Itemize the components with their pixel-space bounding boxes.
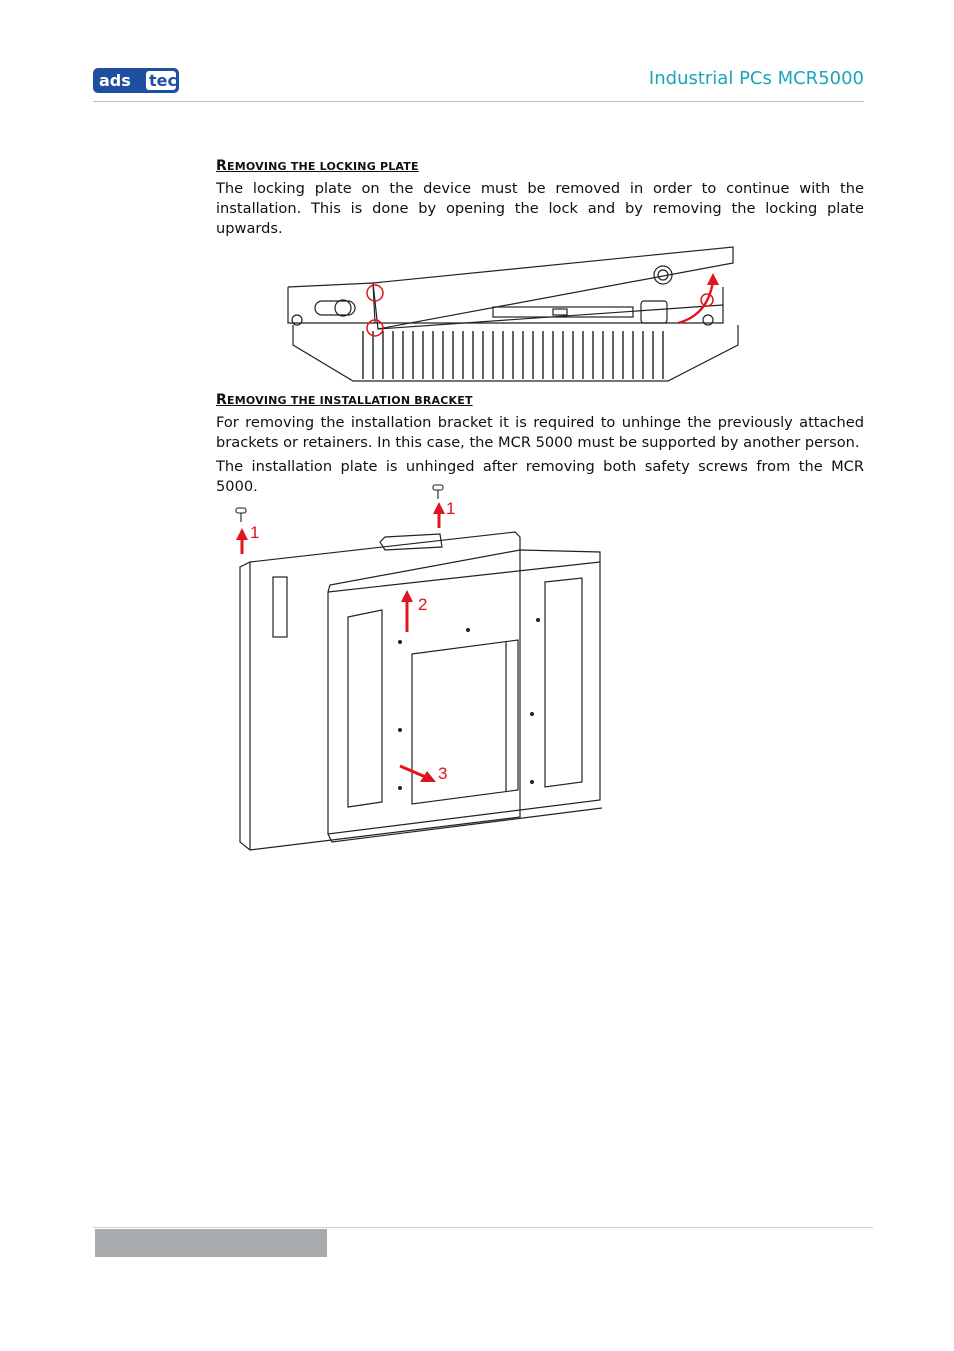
footer-bar [95,1229,327,1257]
screw-label-left: 1 [250,523,260,542]
slide-label: 3 [438,764,448,783]
svg-text:tec: tec [149,71,177,90]
installation-bracket-figure [220,482,612,858]
installation-bracket-paragraph-1: For removing the installation bracket it is required to unhinge the previously attached brackets or retainers. In this case, the MCR 5000 must be supported by another person. [216,414,864,451]
locking-plate-figure [283,245,740,385]
screw-label-right: 1 [446,499,456,518]
heading-removing-installation-bracket: REMOVING THE INSTALLATION BRACKET [216,392,473,408]
heading-removing-locking-plate: REMOVING THE LOCKING PLATE [216,158,419,174]
document-title: Industrial PCs MCR5000 [648,68,864,89]
header-divider [93,101,864,102]
lift-arrow [678,281,713,323]
installation-bracket-paragraph-2: The installation plate is unhinged after removing both safety screws from the MCR 5000. [216,458,864,495]
footer-divider [93,1227,873,1228]
lift-label: 2 [418,595,428,614]
locking-plate-paragraph: The locking plate on the device must be removed in order to continue with the installation. This is done by opening the lock and by removing the locking plate upwards. [216,180,864,237]
adstec-logo [93,68,179,93]
svg-text:ads: ads [99,71,131,90]
